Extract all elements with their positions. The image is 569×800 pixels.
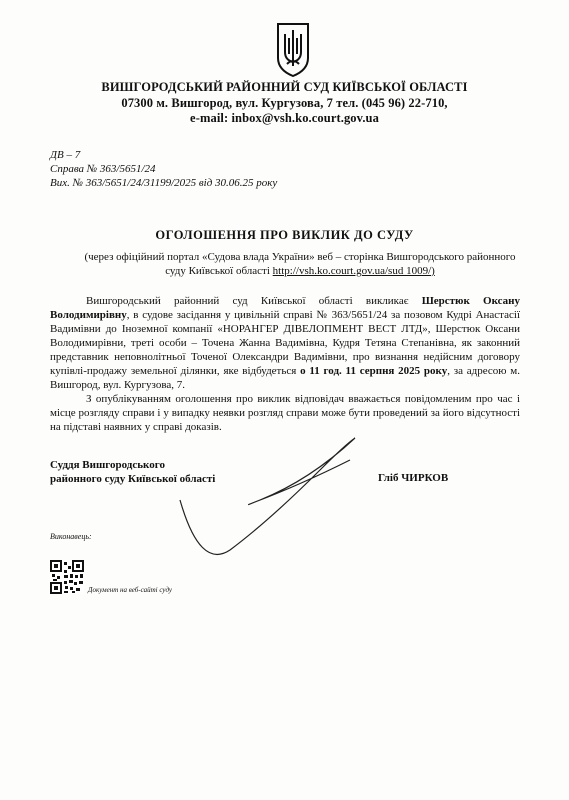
judge-name: Гліб ЧИРКОВ (378, 472, 449, 484)
summons-text-2: , в судове засідання у цивільній справі № 363/5651/24 за позовом Кудрі Анастасії Вадимівни до Іноземної компанії «НОРАНГЕР ДІВЕЛОПМЕНТ ВЕСТ ЛТД», Шерстюк Оксани Володимирівни, треті особи – Точена Жанна Вадимівна, Кудря Тетяна Степанівна, як законний представник неповнолітньої Точеної Олександри Вадимівни, про визнання недійсним договору купівлі-продажу земельної ділянки, яке відбудеться (50, 309, 520, 377)
summons-text-3: , за адресою м. Вишгород, вул. Кургузова, 7. (50, 365, 520, 391)
summons-paragraph (50, 294, 520, 392)
outgoing-number: Вих. № 363/5651/24/31199/2025 від 30.06.25 року (50, 177, 278, 189)
defendant-name: Шерстюк Оксану Володимирівну (50, 295, 520, 321)
qr-note: Документ на веб-сайті суду (88, 586, 173, 594)
court-name: ВИШГОРОДСЬКИЙ РАЙОННИЙ СУД КИЇВСЬКОЇ ОБЛАСТІ (101, 80, 468, 94)
summons-text-1: Вишгородський районний суд Київської області викликає (86, 295, 422, 307)
signature-title-line1: Суддя Вишгородського (50, 459, 165, 471)
notice-paragraph: З опублікуванням оголошення про виклик відповідач вважається повідомленим про час і місце розгляду справи і у випадку неявки розгляд справи може бути проведений за його відсутності на підставі наявних у справі доказів. (50, 393, 520, 433)
court-email: e-mail: inbox@vsh.ko.court.gov.ua (190, 111, 379, 125)
court-website-link[interactable]: http://vsh.ko.court.gov.ua/sud 1009/) (272, 265, 435, 277)
case-number: Справа № 363/5651/24 (50, 163, 156, 175)
page-title: ОГОЛОШЕННЯ ПРО ВИКЛИК ДО СУДУ (155, 228, 414, 242)
subtitle (80, 250, 520, 278)
executor-label: Виконавець: (50, 532, 92, 541)
signature-title-line2: районного суду Київської області (50, 473, 216, 485)
doc-code: ДВ – 7 (50, 149, 81, 161)
court-address: 07300 м. Вишгород, вул. Кургузова, 7 тел. (045 96) 22-710, (121, 96, 448, 110)
handwritten-signature (160, 430, 400, 570)
coat-of-arms-icon (275, 22, 311, 78)
hearing-time: о 11 год. 11 серпня 2025 року (300, 365, 448, 377)
qr-code-icon[interactable] (50, 560, 84, 594)
subtitle-text: (через офіційний портал «Судова влада України» веб – сторінка Вишгородського районного суду Київської області (84, 251, 516, 277)
